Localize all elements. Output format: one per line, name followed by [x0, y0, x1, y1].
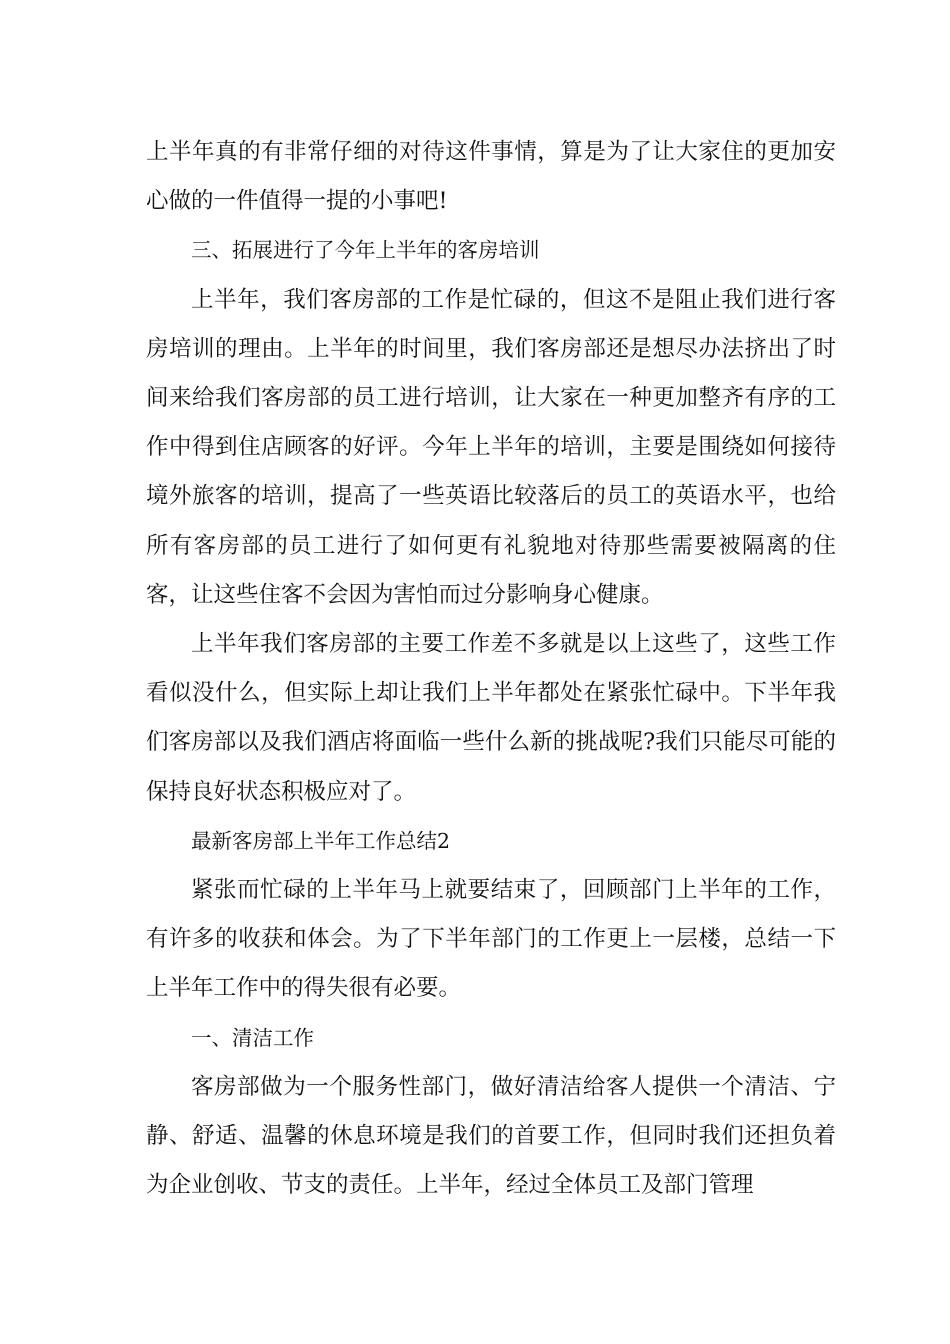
paragraph-intro: 紧张而忙碌的上半年马上就要结束了，回顾部门上半年的工作，有许多的收获和体会。为了下半年部门的工作更上一层楼，总结一下上半年工作中的得失很有必要。 [146, 877, 836, 1002]
document-title-2: 最新客房部上半年工作总结2 [191, 828, 451, 853]
section-heading-cleaning: 一、清洁工作 [191, 1025, 314, 1050]
paragraph-training: 上半年，我们客房部的工作是忙碌的，但这不是阻止我们进行客房培训的理由。上半年的时间里，我们客房部还是想尽办法挤出了时间来给我们客房部的员工进行培训，让大家在一种更加整齐有序的工作中得到住店顾客的好评。今年上半年的培训，主要是围绕如何接待境外旅客的培训，提高了一些英语比较落后的员工的英语水平，也给所有客房部的员工进行了如何更有礼貌地对待那些需要被隔离的住客，让这些住客不会因为害怕而过分影响身心健康。 [146, 286, 836, 608]
document-body [146, 128, 836, 1210]
paragraph-continuation: 上半年真的有非常仔细的对待这件事情，算是为了让大家住的更加安心做的一件值得一提的小事吧! [146, 139, 836, 215]
paragraph-summary: 上半年我们客房部的主要工作差不多就是以上这些了，这些工作看似没什么，但实际上却让我们上半年都处在紧张忙碌中。下半年我们客房部以及我们酒店将面临一些什么新的挑战呢?我们只能尽可能的保持良好状态积极应对了。 [146, 631, 836, 805]
section-heading-training: 三、拓展进行了今年上半年的客房培训 [191, 238, 540, 263]
paragraph-cleaning: 客房部做为一个服务性部门，做好清洁给客人提供一个清洁、宁静、舒适、温馨的休息环境是我们的首要工作，但同时我们还担负着为企业创收、节支的责任。上半年，经过全体员工及部门管理 [146, 1073, 836, 1199]
